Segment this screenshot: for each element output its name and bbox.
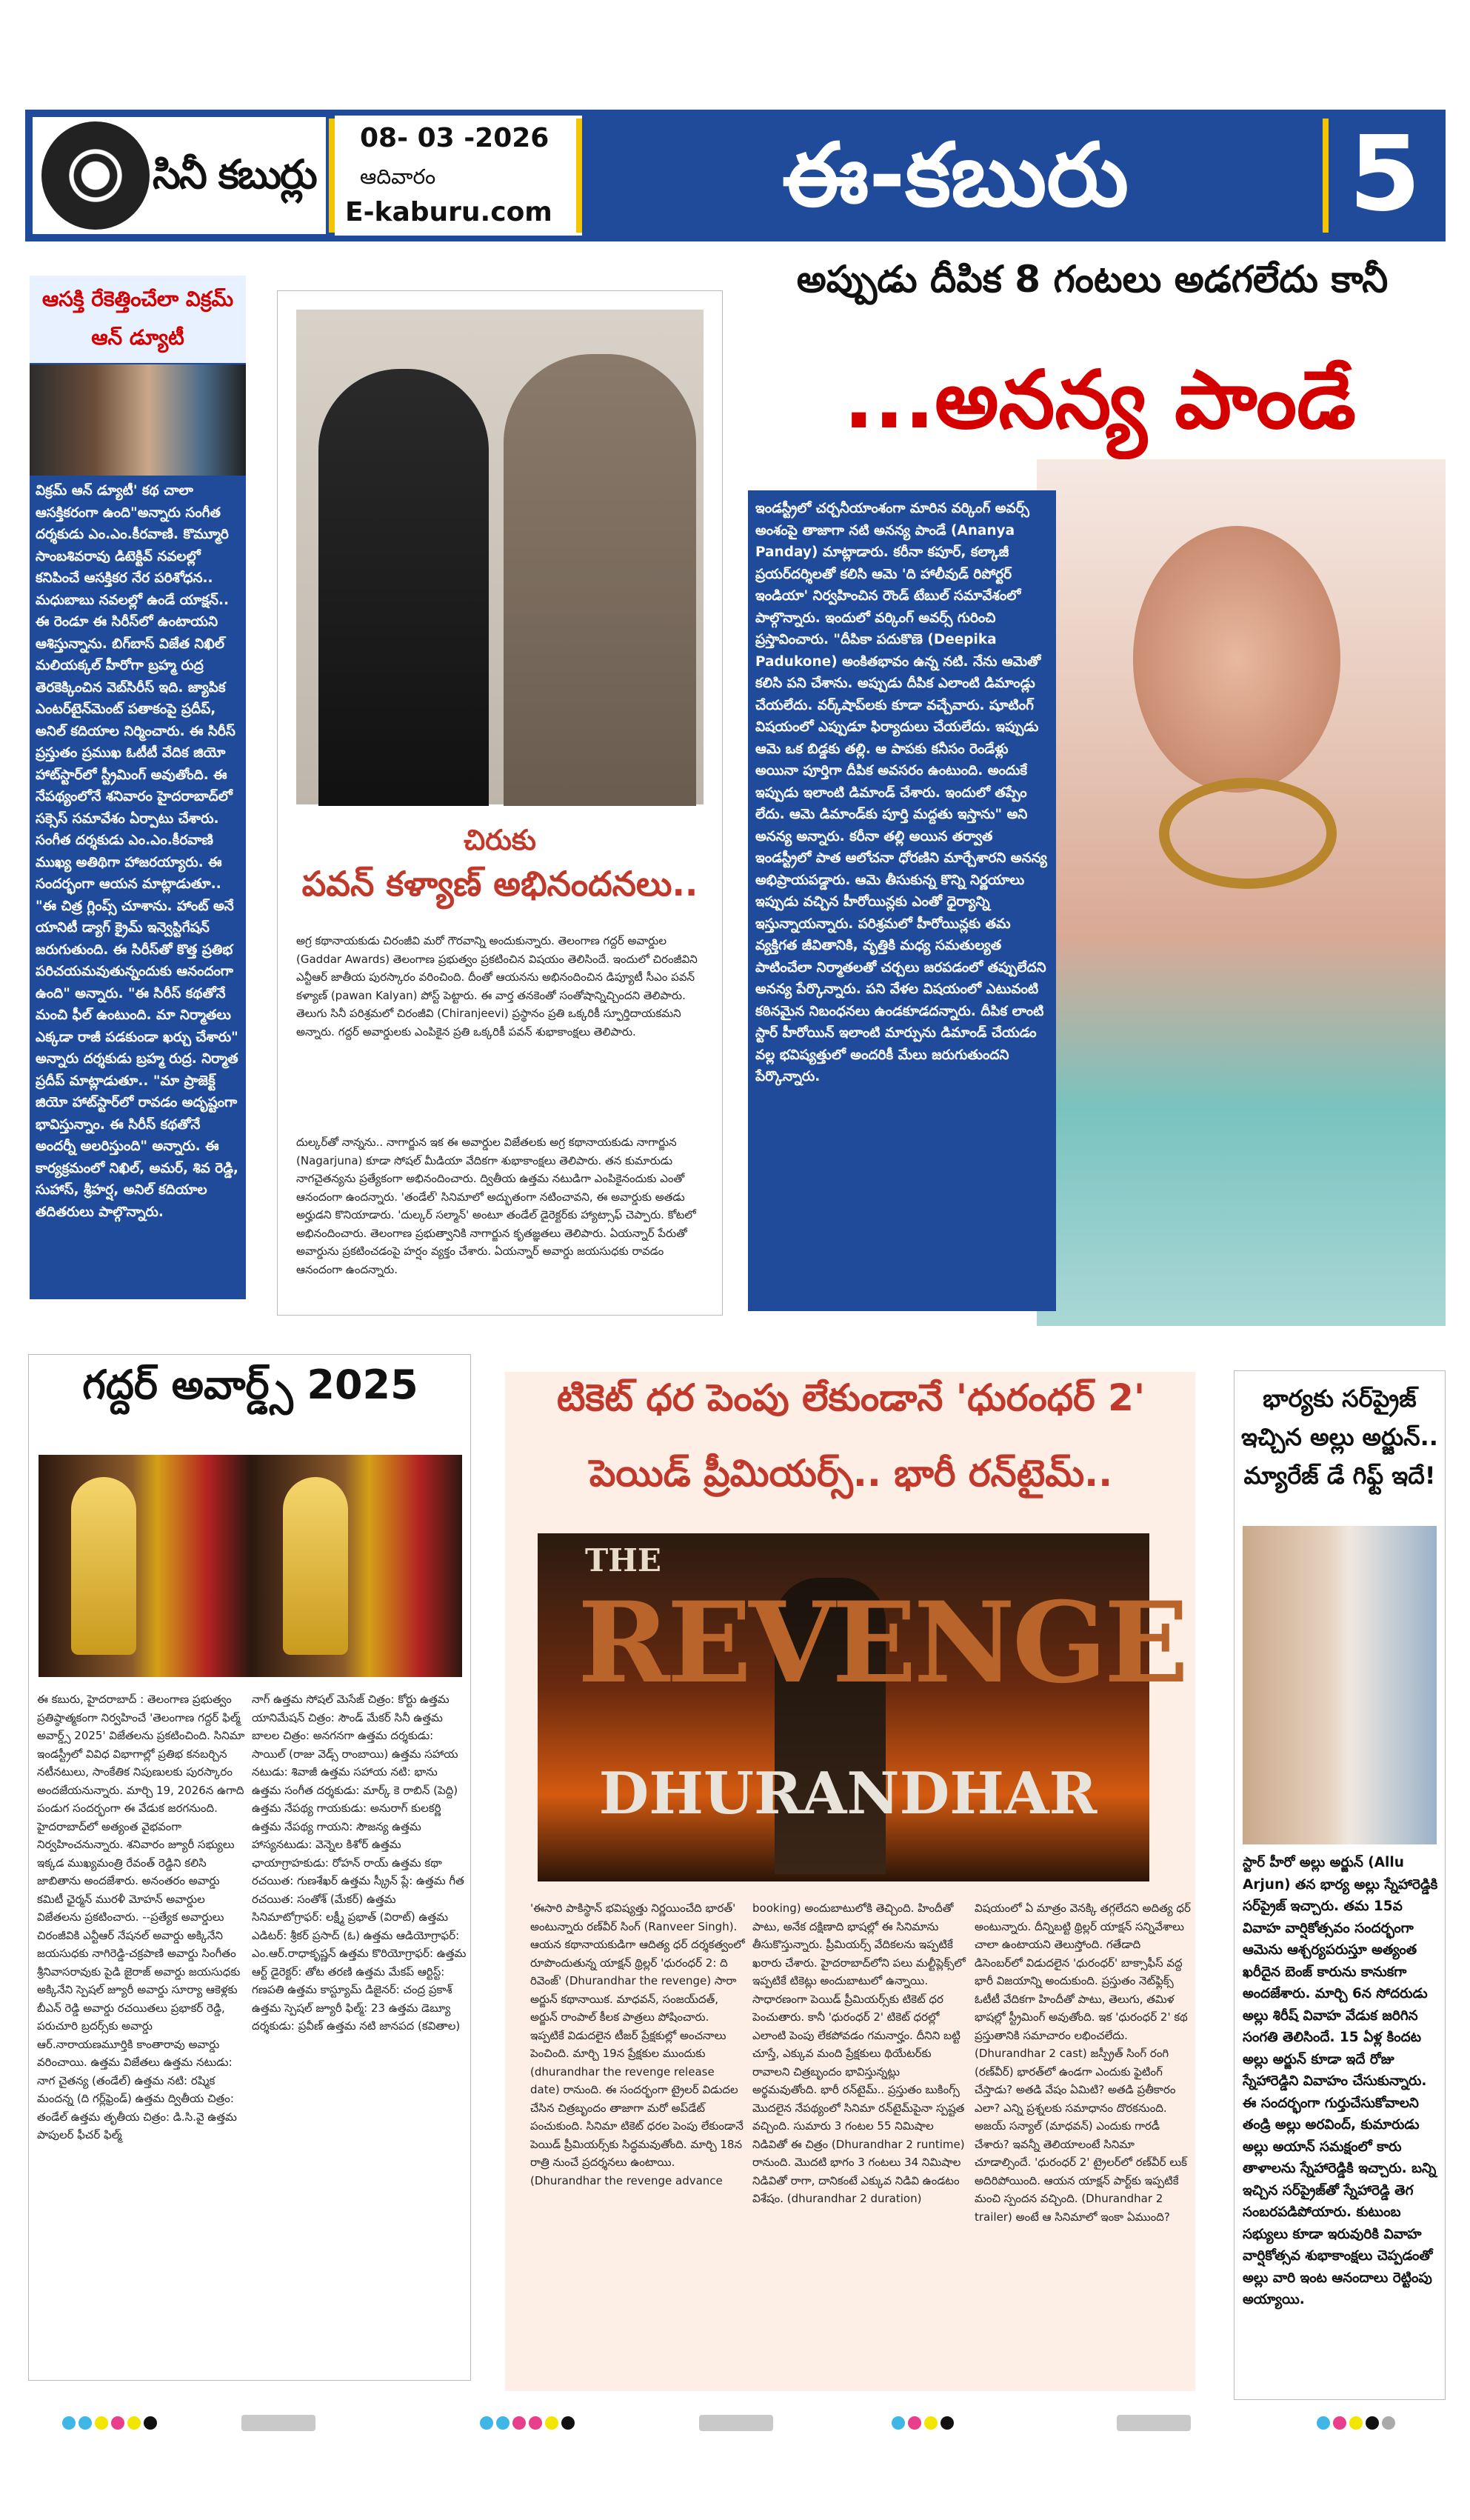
dhurandhar-headline: టికెట్ ధర పెంపు లేకుండానే 'ధురంధర్ 2' [556, 1376, 1146, 1419]
gaddar-trophy-image [39, 1455, 462, 1677]
necklace-shape [1159, 778, 1337, 889]
ananya-kicker: అప్పుడు దీపిక 8 గంటలు అడగలేదు కానీ [796, 258, 1389, 301]
page-number: 5 [1349, 114, 1421, 235]
poster-title: REVENGE [578, 1578, 1186, 1708]
masthead-divider [329, 119, 335, 233]
vikram-headline: ఆసక్తి రేకెత్తించేలా విక్రమ్ ఆన్ డ్యూటీ [30, 276, 246, 363]
registration-swatch [941, 2416, 954, 2430]
gaddar-column-text: నాగ్ ఉత్తమ సోషల్ మెసేజ్ చిత్రం: కోర్టు ఉత్తమ యానిమేషన్ చిత్రం: సౌండ్ మేకర్ సినీ ఉత్తమ బాలల చిత్రం: అనగనగా ఉత్తమ దర్శకుడు: సాయిల్ (రాజు వెడ్స్ రాంబాయి) ఉత్తమ సహాయ నటుడు: శివాజీ ఉత్తమ సహాయ నటి: భాను ఉత్తమ సంగీత దర్శకుడు: మార్క్ కె రాబిన్ (పెద్ది) ఉత్తమ నేపథ్య గాయకుడు: అనురాగ్ కులకర్ణి ఉత్తమ నేపథ్య గాయని: సౌజన్య ఉత్తమ హాస్యనటుడు: వెన్నెల కిశోర్ ఉత్తమ ఛాయాగ్రాహకుడు: రోహన్ రాయ్ ఉత్తమ కథా రచయిత: గుణశేఖర్ ఉత్తమ స్క్రీన్ ప్లే: ఉత్తమ గీత రచయిత: సంతోశ్ (మేకర్) ఉత్తమ సినిమాటోగ్రాఫర్: లక్ష్మీ ప్రభాత్ (విరాట్) ఉత్తమ ఎడిటర్: శ్రీకర్ ప్రసాద్ (ఓ) ఉత్తమ ఆడియోగ్రాఫర్: ఎం.ఆర్.రాధాకృష్ణన్ ఉత్తమ కొరియోగ్రాఫర్: ఉత్తమ ఆర్ట్ డైరెక్టర్: తోట తరణి ఉత్తమ మేకప్ ఆర్టిస్ట్: గణపతి ఉత్తమ కాస్ట్యూమ్ డిజైనర్: చంద్ర ప్రకాశ్ ఉత్తమ స్పెషల్ జ్యూరీ ఫిల్మ్: 23 ఉత్తమ డెబ్యూ దర్శకుడు: ప్రవీణ్ ఉత్తమ నటి జానపద (కవితాల) [252, 1693, 467, 2033]
registration-swatch [561, 2416, 575, 2430]
person-figure [504, 354, 696, 806]
person-figure [318, 369, 489, 806]
registration-swatch [111, 2416, 124, 2430]
chiru-paragraph: అగ్ర కథానాయకుడు చిరంజీవి మరో గౌరవాన్ని అందుకున్నారు. తెలంగాణ గద్దర్ అవార్డుల (Gaddar Awards) తెలంగాణ ప్రభుత్వం ప్రకటించిన విషయం తెలిసిందే. ఇందులో చిరంజీవిని ఎన్టీఆర్ జాతీయ పురస్కారం వరించింది. దీంతో ఆయనను అభినందించిన డిప్యూటీ సీఎం పవన్ కళ్యాణ్ (pawan Kalyan) పోస్ట్ పెట్టారు. ఈ వార్త తనకెంతో సంతోషాన్నిచ్చిందని తెలిపారు. తెలుగు సినీ పరిశ్రమలో చిరంజీవి (Chiranjeevi) ప్రస్థానం ప్రతి ఒక్కరికీ స్ఫూర్తిదాయకమని అన్నారు. గద్దర్ అవార్డులకు ఎంపికైన ప్రతి ఒక్కరికీ పవన్ శుభాకాంక్షలు తెలిపారు. [296, 934, 698, 1039]
brand-name: సినీ కబుర్లు [153, 151, 316, 198]
dhurandhar-subheadline: పెయిడ్ ప్రీమియర్స్.. భారీ రన్‌టైమ్.. [589, 1452, 1113, 1495]
masthead-divider [1323, 119, 1329, 233]
chiru-paragraph: దుల్కర్‌తో నాన్న‌ను.. నాగార్జున ఇక ఈ అవార్డుల విజేతలకు అగ్ర కథానాయకుడు నాగార్జున (Nagarjuna) కూడా సోషల్ మీడియా వేదికగా శుభాకాంక్షలు తెలిపారు. తన కుమారుడు నాగచైతన్యను ప్రత్యేకంగా అభినందించారు. ద్వితీయ ఉత్తమ నటుడిగా ఎంపికైనందుకు ఎంతో ఆనందంగా ఉందన్నారు. 'తండేల్' సినిమాలో అద్భుతంగా నటించావని, ఈ అవార్డుకు అతడు అర్హుడని కొనియాడారు. 'దుల్కర్ సల్మాన్' అంటూ తండేల్ డైరెక్టర్‌కు హ్యాట్సాఫ్ చెప్పారు. కోటలో అభినందించారు. తెలంగాణ ప్రభుత్వానికి నాగార్జున కృతజ్ఞతలు తెలిపారు. ఏయన్నార్ పేరుతో అవార్డును ప్రకటించడంపై హర్షం వ్యక్తం చేశారు. ఏయన్నార్ అవార్డు జయసుధకు రావడం ఆనందంగా ఉందన్నారు. [296, 1136, 696, 1276]
ananya-photo [1037, 459, 1446, 1326]
dhurandhar-column-text: విషయంలో ఏ మాత్రం వెనక్కి తగ్గలేదని అదిత్య ధర్ అంటున్నారు. దీన్నిబట్టి థ్రిల్లర్ యాక్షన్ సన్నివేశాలు చాలా ఉంటాయని తెలుస్తోంది. గతేడాది డిసెంబర్‌లో విడుదలైన 'ధురంధర్' బాక్సాఫీస్ వద్ద భారీ విజయాన్ని అందుకుంది. ప్రస్తుతం నెట్‌ఫ్లిక్స్ ఓటీటీ వేదికగా హిందీతో పాటు, తెలుగు, తమిళ భాషల్లో స్ట్రీమింగ్ అవుతోంది. ఇక 'ధురంధర్ 2' కథ ప్రస్తుతానికి సమాచారం లభించలేదు. (Dhurandhar 2 cast) జస్ప్రీత్ సింగ్ రంగి (రణ్‌వీర్) భారత్‌లో ఉండగా ఎందుకు ఫైటింగ్ చేస్తాడు? అతడి వేషం ఏమిటి? అతడి ప్రతీకారం ఎలా? ఎన్ని ప్రశ్నలకు సమాధానం దొరకనుంది. అజయ్ సన్యాల్ (మాధవన్) ఎందుకు గారడీ చేశారు? ఇవన్నీ తెలియాలంటే సినిమా చూడాల్సిందే. 'ధురంధర్ 2' ట్రైలర్‌లో రణ్‌వీర్ లుక్ అదిరిపోయింది. ఆయన యాక్షన్ పార్ట్‌కు ఇప్పటికే మంచి స్పందన వచ్చింది. (Dhurandhar 2 trailer) అంటే ఆ సినిమాలో ఇంకా ఏముంది? [975, 1901, 1191, 2224]
trophy-icon [283, 1477, 348, 1655]
registration-bar [1117, 2415, 1191, 2431]
registration-swatch [892, 2416, 905, 2430]
issue-day: ఆదివారం [360, 164, 436, 189]
vikram-event-photo [30, 364, 246, 476]
registration-swatch [78, 2416, 92, 2430]
dhurandhar-column-text: 'ఈసారి పాకిస్థాన్ భవిష్యత్తు నిర్ణయించేది భారత్' అంటున్నారు రణ్‌వీర్ సింగ్ (Ranveer Singh). ఆయన కథానాయకుడిగా ఆదిత్య ధర్ దర్శకత్వంలో రూపొందుతున్న యాక్షన్ థ్రిల్లర్ 'ధురంధర్ 2: ది రివెంజ్' (Dhurandhar the revenge) సారా అర్జున్ కథానాయిక. మాధవన్, సంజయ్‌దత్, అర్జున్ రాంపాల్ కీలక పాత్రలు పోషించారు. ఇప్పటికే విడుదలైన టీజర్ ప్రేక్షకుల్లో అంచనాలు పెంచింది. మార్చి 19న ప్రేక్షకుల ముందుకు (dhurandhar the revenge release date) రానుంది. ఈ సందర్భంగా ట్రైలర్ విడుదల చేసిన చిత్రబృందం తాజాగా మరో అప్‌డేట్ పంచుకుంది. సినిమా టికెట్ ధరల పెంపు లేకుండానే పెయిడ్ ప్రీమియర్స్‌కు సిద్ధమవుతోంది. మార్చి 18న రాత్రి నుంచే ప్రదర్శనలు ఉంటాయి. (Dhurandhar the revenge advance [530, 1901, 745, 2187]
chiru-subheadline: చిరుకు [464, 824, 536, 856]
vikram-article-body: విక్రమ్ ఆన్ డ్యూటీ' కథ చాలా ఆసక్తికరంగా ఉంది"అన్నారు సంగీత దర్శకుడు ఎం.ఎం.కీరవాణి. కొమ్మూరి సాంబశివరావు డిటెక్టివ్ నవలల్లో కనిపించే ఆసక్తికర నేర పరిశోధన.. మధుబాబు నవలల్లో ఉండే యాక్షన్.. ఈ రెండూ ఈ సిరీస్‌లో ఉంటాయని ఆశిస్తున్నాను. బిగ్‌బాస్ విజేత నిఖిల్ మలియక్కల్ హీరోగా బ్రహ్మ రుద్ర తెరకెక్కించిన వెబ్‌సిరీస్ ఇది. జ్యాపిక ఎంటర్‌టైన్‌మెంట్ పతాకంపై ప్రదీప్, అనిల్ కదియాల నిర్మించారు. ఈ సిరీస్ ప్రస్తుతం ప్రముఖ ఓటీటీ వేదిక జియో హాట్‌స్టార్‌లో స్ట్రీమింగ్ అవుతోంది. ఈ నేపథ్యంలోనే శనివారం హైదరాబాద్‌లో సక్సెస్ సమావేశం ఏర్పాటు చేశారు. సంగీత దర్శకుడు ఎం.ఎం.కీరవాణి ముఖ్య అతిథిగా హాజరయ్యారు. ఈ సందర్భంగా ఆయన మాట్లాడుతూ.. "ఈ చిత్ర గ్లింప్స్ చూశాను. హాంట్ అనే యానిటీ డ్యాగ్ క్రైమ్ ఇన్వెస్టిగేషన్ జరుగుతుంది. ఈ సిరీస్‌తో కొత్త ప్రతిభ పరిచయమవుతున్నందుకు ఆనందంగా ఉంది" అన్నారు. "ఈ సిరీస్ కథతోనే మంచి ఫీల్ ఉంటుంది. మా నిర్మాతలు ఎక్కడా రాజీ పడకుండా ఖర్చు చేశారు" అన్నారు దర్శకుడు బ్రహ్మ రుద్ర. నిర్మాత ప్రదీప్ మాట్లాడుతూ.. "మా ప్రాజెక్ట్ జియో హాట్‌స్టార్‌లో రావడం అదృష్టంగా భావిస్తున్నాం. ఈ సిరీస్ కథతోనే అందర్నీ అలరిస్తుంది" అన్నారు. ఈ కార్యక్రమంలో నిఖిల్, అమర్, శివ రెడ్డి, సుహాస్, శ్రీహర్ష, అనిల్ కదియాల తదితరులు పాల్గొన్నారు. [36, 483, 238, 1220]
poster-text-small: THE [585, 1542, 661, 1579]
registration-swatch [62, 2416, 76, 2430]
film-reel-icon [41, 121, 150, 230]
registration-swatch [480, 2416, 493, 2430]
registration-swatch [1349, 2416, 1363, 2430]
registration-swatch [496, 2416, 510, 2430]
gaddar-headline: గద్దర్ అవార్డ్స్ 2025 [82, 1361, 418, 1408]
registration-swatch [1333, 2416, 1346, 2430]
registration-swatch [95, 2416, 108, 2430]
poster-movie-name: DHURANDHAR [598, 1760, 1098, 1827]
registration-swatch [545, 2416, 558, 2430]
issue-date: 08- 03 -2026 [360, 123, 549, 153]
dhurandhar-column-text: booking) అందుబాటులోకి తెచ్చింది. హిందీతో పాటు, అనేక దక్షిణాది భాషల్లో ఈ సినిమాను తీసుకొస్తున్నారు. ప్రీమియర్స్ వేదికలను ఇప్పటికే ఖరారు చేశారు. హైదరాబాద్‌లోని పలు మల్టీప్లెక్స్‌లో ఇప్పటికే టికెట్లు అందుబాటులో ఉన్నాయి. సాధారణంగా పెయిడ్ ప్రీమియర్స్‌కు టికెట్ ధర పెంచుతారు. కానీ 'ధురంధర్ 2' టికెట్ ధరల్లో ఎలాంటి పెంపు లేకపోవడం గమనార్హం. దీనిని బట్టి చూస్తే, ఎక్కువ మంది ప్రేక్షకులు థియేటర్‌కు రావాలని చిత్రబృందం భావిస్తున్నట్లు అర్థమవుతోంది. భారీ రన్‌టైమ్.. ప్రస్తుతం బుకింగ్స్ మొదలైన నేపథ్యంలో సినిమా రన్‌టైమ్‌పైనా స్పష్టత వచ్చింది. సుమారు 3 గంటల 55 నిమిషాల నిడివితో ఈ చిత్రం (Dhurandhar 2 runtime) రానుంది. మొదటి భాగం 3 గంటలు 34 నిమిషాల నిడివితో రాగా, దానికంటే ఎక్కువ నిడివి ఉండటం విశేషం. (dhurandhar 2 duration) [752, 1901, 966, 2205]
masthead-divider [576, 119, 582, 233]
chiru-headline: పవన్ కళ్యాణ్ అభినందనలు.. [301, 864, 698, 904]
allu-couple-photo [1243, 1526, 1437, 1844]
registration-swatch [1317, 2416, 1330, 2430]
ananya-article-body: ఇండస్ట్రీలో చర్చనీయాంశంగా మారిన వర్కింగ్ అవర్స్ అంశంపై తాజాగా నటి అనన్య పాండే (Ananya Panday) మాట్లాడారు. కరీనా కపూర్, కల్కాజీ ప్రయర్‌దర్శిలతో కలిసి ఆమె 'ది హాలీవుడ్ రిపోర్టర్ ఇండియా' నిర్వహించిన రౌండ్ టేబుల్ సమావేశంలో పాల్గొన్నారు. ఇందులో వర్కింగ్ అవర్స్ గురించి ప్రస్తావించారు. "దీపికా పదుకొణె (Deepika Padukone) అంకితభావం ఉన్న నటి. నేను ఆమెతో కలిసి పని చేశాను. అప్పుడు దీపిక ఎలాంటి డిమాండ్లు చేయలేదు. వర్క్‌షాప్‌లకు కూడా వచ్చేవారు. షూటింగ్ విషయంలో ఎప్పుడూ ఫిర్యాదులు చేయలేదు. ఇప్పుడు ఆమె ఒక బిడ్డకు తల్లి. ఆ పాపకు కనీసం రెండేళ్లు అయినా పూర్తిగా దీపిక అవసరం ఉంటుంది. అందుకే ఇప్పుడు ఇలాంటి డిమాండ్ చేశారు. ఇందులో తప్పేం లేదు. ఆమె డిమాండ్‌కు పూర్తి మద్దతు ఇస్తాను" అని అనన్య అన్నారు. కరీనా తల్లి అయిన తర్వాత ఇండస్ట్రీలో పాత ఆలోచనా ధోరణిని మార్చేశారని అనన్య అభిప్రాయపడ్డారు. ఆమె తీసుకున్న కొన్ని నిర్ణయాలు ఇప్పుడు వచ్చిన హీరోయిన్లకు ఎంతో ధైర్యాన్ని ఇస్తున్నాయన్నారు. పరిశ్రమలో హీరోయిన్లకు తమ వ్యక్తిగత జీవితానికి, వృత్తికి మధ్య సమతుల్యత పాటించేలా నిర్మాతలతో చర్చలు జరపడంలో తప్పులేదని అనన్య పేర్కొన్నారు. పని వేళల విషయంలో ఎటువంటి కఠినమైన నిబంధనలు ఉండకూడదన్నారు. దీపిక లాంటి స్టార్ హీరోయిన్ ఇలాంటి మార్పును డిమాండ్ చేయడం వల్ల భవిష్యత్తులో అందరికీ మేలు జరుగుతుందని పేర్కొన్నారు. [755, 501, 1047, 1084]
allu-article-body: స్టార్ హీరో అల్లు అర్జున్ (Allu Arjun) తన భార్య అల్లు స్నేహారెడ్డికి సర్‌ప్రైజ్ ఇచ్చారు. తమ 15వ వివాహ వార్షికోత్సవం సందర్భంగా ఆమెను ఆశ్చర్యపరుస్తూ అత్యంత ఖరీదైన బెంజ్ కారును కానుకగా అందజేశారు. మార్చి 6న సోదరుడు అల్లు శిరీష్ వివాహ వేడుక జరిగిన సంగతి తెలిసిందే. 15 ఏళ్ల కిందట అల్లు అర్జున్ కూడా ఇదే రోజు స్నేహారెడ్డిని వివాహం చేసుకున్నారు. ఈ సందర్భంగా గుర్తుచేసుకోవాలని తండ్రి అల్లు అరవింద్, కుమారుడు అల్లు అయాన్ సమక్షంలో కారు తాళాలను స్నేహారెడ్డికి ఇచ్చారు. బన్ని ఇచ్చిన సర్‌ప్రైజ్‌తో స్నేహారెడ్డి తెగ సంబరపడిపోయారు. కుటుంబ సభ్యులు కూడా ఇరువురికి వివాహ వార్షికోత్సవ శుభాకాంక్షలు చెప్పడంతో అల్లు వారి ఇంట ఆనందాలు రెట్టింపు అయ్యాయి. [1243, 1855, 1438, 2307]
site-url: E-kaburu.com [345, 197, 552, 227]
registration-bar [699, 2415, 773, 2431]
gaddar-column-text: ఈ కబురు, హైదరాబాద్ : తెలంగాణ ప్రభుత్వం ప్రతిష్ఠాత్మకంగా నిర్వహించే 'తెలంగాణ గద్దర్ ఫిల్మ్ అవార్డ్స్ 2025' విజేతలను ప్రకటించింది. సినిమా ఇండస్ట్రీలో వివిధ విభాగాల్లో ప్రతిభ కనబర్చిన నటీనటులు, సాంకేతిక నిపుణులకు పురస్కారం అందజేయనున్నారు. మార్చి 19, 2026న ఉగాది పండుగ సందర్భంగా ఈ వేడుక జరగనుంది. హైదరాబాద్‌లో అత్యంత వైభవంగా నిర్వహించనున్నారు. శనివారం జ్యూరీ సభ్యులు ఇక్కడ ముఖ్యమంత్రి రేవంత్ రెడ్డిని కలిసి జాబితాను అందజేశారు. అనంతరం అవార్డు కమిటీ ఛైర్మన్ మురళీ మోహన్ అవార్డుల విజేతలను ప్రకటించారు. --ప్రత్యేక అవార్డులు చిరంజీవికి ఎన్టీఆర్ నేషనల్ అవార్డు అక్కినేని జయసుధకు నాగిరెడ్డి-చక్రపాణి అవార్డు సింగీతం శ్రీనివాసరావుకు పైడి జైరాజ్ అవార్డు జయసుధకు అక్కినేని స్పెషల్ జ్యూరీ అవార్డు సూర్యా ఆకెళ్లకు బీఎన్ రెడ్డి అవార్డు రచయితలు ప్రభాకర్ రెడ్డి, పరుచూరి బ్రదర్స్‌కు అవార్డు ఆర్.నారాయణమూర్తికి కాంతారావు అవార్డు వరించాయి. ఉత్తమ విజేతలు ఉత్తమ నటుడు: నాగ చైతన్య (తండేల్) ఉత్తమ నటి: రష్మిక మందన్న (ది గర్ల్‌ఫ్రెండ్) ఉత్తమ ద్వితీయ చిత్రం: తండేల్ ఉత్తమ తృతీయ చిత్రం: డి.సి.వై ఉత్తమ పాపులర్ ఫీచర్ ఫిల్మ్ [37, 1693, 245, 2141]
ananya-headline: ...అనన్య పాండే [843, 354, 1356, 447]
registration-swatch [512, 2416, 526, 2430]
allu-headline: భార్యకు సర్‌ప్రైజ్ ఇచ్చిన అల్లు అర్జున్.. మ్యారేజ్ డే గిఫ్ట్ ఇదే! [1241, 1384, 1438, 1490]
registration-swatch [144, 2416, 157, 2430]
registration-swatch [924, 2416, 938, 2430]
portrait-face [1133, 526, 1340, 793]
registration-swatch [127, 2416, 141, 2430]
newspaper-title: ఈ-కబురు [782, 124, 1129, 226]
registration-swatch [1382, 2416, 1395, 2430]
trophy-icon [71, 1477, 136, 1655]
registration-bar [241, 2415, 315, 2431]
registration-swatch [529, 2416, 542, 2430]
registration-swatch [1366, 2416, 1379, 2430]
chiru-pawan-photo [296, 310, 704, 804]
registration-swatch [908, 2416, 921, 2430]
